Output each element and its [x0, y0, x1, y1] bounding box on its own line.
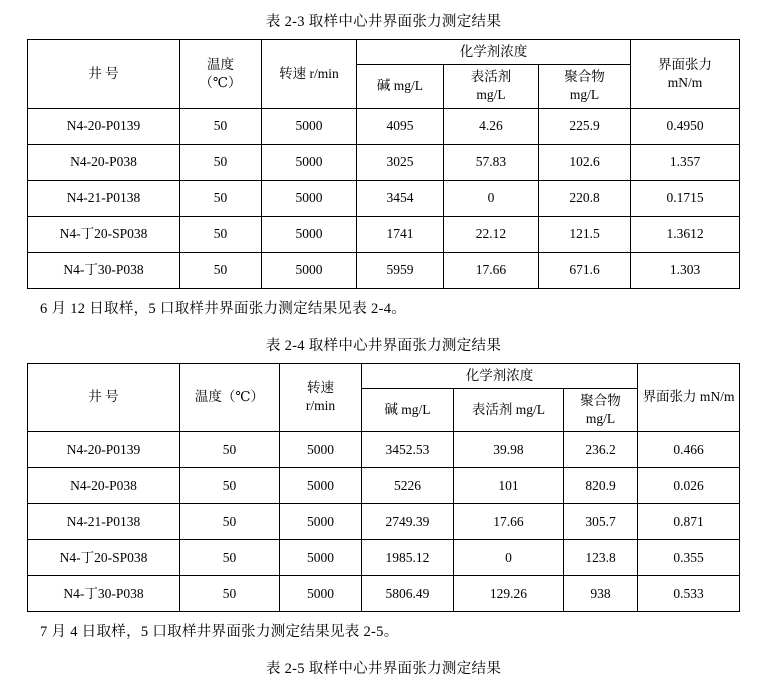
header-surfactant	[443, 65, 538, 108]
cell-well: N4-20-P0139	[27, 432, 179, 468]
cell-well: N4-21-P0138	[27, 180, 179, 216]
header-chemical-group: 化学剂浓度	[356, 40, 630, 65]
table-2-4	[27, 363, 740, 613]
cell-speed: 5000	[279, 504, 361, 540]
table1-body	[27, 108, 739, 288]
cell-speed: 5000	[261, 252, 356, 288]
cell-surfactant: 0	[443, 180, 538, 216]
cell-temperature: 50	[179, 180, 261, 216]
cell-polymer: 220.8	[538, 180, 630, 216]
cell-alkali: 5226	[361, 468, 453, 504]
paragraph-2: 7 月 4 日取样，5 口取样井界面张力测定结果见表 2-5。	[40, 624, 399, 641]
cell-well: N4-20-P0139	[27, 108, 179, 144]
cell-alkali: 4095	[356, 108, 443, 144]
cell-alkali: 3454	[356, 180, 443, 216]
header-ift-line2: mN/m	[667, 74, 703, 90]
cell-temperature: 50	[179, 540, 279, 576]
cell-surfactant: 39.98	[453, 432, 563, 468]
paragraph-1: 6 月 12 日取样，5 口取样井界面张力测定结果见表 2-4。	[40, 300, 407, 317]
table2-caption: 表 2-4 取样中心井界面张力测定结果	[265, 337, 502, 354]
cell-well: N4-20-P038	[27, 468, 179, 504]
header-polymer	[538, 65, 630, 108]
header-polymer-line2: mg/L	[585, 411, 616, 427]
cell-polymer: 121.5	[538, 216, 630, 252]
table-row	[27, 576, 739, 612]
header-temperature-line1: 温度	[206, 56, 234, 72]
header-polymer-line1: 聚合物	[580, 392, 621, 408]
cell-polymer: 236.2	[563, 432, 637, 468]
header-well: 井 号	[27, 363, 179, 432]
table1-header-row-1	[27, 40, 739, 65]
header-temperature-line2: （℃）	[199, 74, 242, 90]
cell-ift: 0.026	[638, 468, 740, 504]
cell-well: N4-丁20-SP038	[27, 216, 179, 252]
header-polymer-line1: 聚合物	[564, 69, 605, 85]
cell-speed: 5000	[261, 108, 356, 144]
cell-surfactant: 129.26	[453, 576, 563, 612]
header-ift: 界面张力 mN/m	[638, 363, 740, 432]
cell-well: N4-20-P038	[27, 144, 179, 180]
table-row	[27, 540, 739, 576]
cell-ift: 1.3612	[631, 216, 740, 252]
header-speed: 转速 r/min	[261, 40, 356, 109]
table-row	[27, 468, 739, 504]
cell-polymer: 123.8	[563, 540, 637, 576]
cell-polymer: 820.9	[563, 468, 637, 504]
table1-caption: 表 2-3 取样中心井界面张力测定结果	[265, 14, 502, 30]
table-row	[27, 108, 739, 144]
cell-well: N4-丁20-SP038	[27, 540, 179, 576]
table-row	[27, 504, 739, 540]
cell-speed: 5000	[279, 468, 361, 504]
cell-surfactant: 17.66	[453, 504, 563, 540]
cell-well: N4-丁30-P038	[27, 576, 179, 612]
header-well: 井 号	[27, 40, 179, 109]
cell-well: N4-丁30-P038	[27, 252, 179, 288]
cell-polymer: 671.6	[538, 252, 630, 288]
cell-polymer: 938	[563, 576, 637, 612]
header-speed	[279, 363, 361, 432]
header-chemical-group: 化学剂浓度	[361, 363, 637, 388]
cell-surfactant: 17.66	[443, 252, 538, 288]
header-temperature: 温度（℃）	[179, 363, 279, 432]
cell-surfactant: 101	[453, 468, 563, 504]
cell-surfactant: 4.26	[443, 108, 538, 144]
header-ift-line1: 界面张力	[658, 56, 713, 72]
table3-caption: 表 2-5 取样中心井界面张力测定结果	[265, 661, 502, 678]
table1-wrapper	[0, 39, 767, 289]
cell-ift: 1.303	[631, 252, 740, 288]
cell-ift: 1.357	[631, 144, 740, 180]
table-row	[27, 144, 739, 180]
cell-well: N4-21-P0138	[27, 504, 179, 540]
header-surfactant: 表活剂 mg/L	[453, 388, 563, 431]
table-row	[27, 432, 739, 468]
header-surfactant-line2: mg/L	[476, 87, 506, 103]
table-row	[27, 252, 739, 288]
cell-alkali: 5806.49	[361, 576, 453, 612]
cell-alkali: 3025	[356, 144, 443, 180]
cell-temperature: 50	[179, 108, 261, 144]
cell-surfactant: 22.12	[443, 216, 538, 252]
cell-speed: 5000	[261, 180, 356, 216]
header-alkali: 碱 mg/L	[361, 388, 453, 431]
header-surfactant-line1: 表活剂	[470, 69, 512, 85]
cell-polymer: 225.9	[538, 108, 630, 144]
cell-speed: 5000	[261, 144, 356, 180]
table-row	[27, 216, 739, 252]
header-polymer-line2: mg/L	[569, 87, 600, 103]
table-row	[27, 180, 739, 216]
cell-temperature: 50	[179, 468, 279, 504]
cell-temperature: 50	[179, 144, 261, 180]
cell-alkali: 1985.12	[361, 540, 453, 576]
table2-body	[27, 432, 739, 612]
header-speed-line1: 转速	[306, 380, 334, 396]
header-speed-line2: r/min	[305, 398, 336, 414]
cell-alkali: 1741	[356, 216, 443, 252]
header-ift	[631, 40, 740, 109]
cell-surfactant: 57.83	[443, 144, 538, 180]
cell-ift: 0.1715	[631, 180, 740, 216]
cell-polymer: 305.7	[563, 504, 637, 540]
cell-ift: 0.4950	[631, 108, 740, 144]
table2-header-row-1	[27, 363, 739, 388]
cell-alkali: 3452.53	[361, 432, 453, 468]
cell-temperature: 50	[179, 252, 261, 288]
cell-speed: 5000	[279, 540, 361, 576]
cell-speed: 5000	[279, 432, 361, 468]
cell-ift: 0.355	[638, 540, 740, 576]
cell-ift: 0.466	[638, 432, 740, 468]
table-2-3	[27, 39, 740, 289]
cell-temperature: 50	[179, 216, 261, 252]
cell-surfactant: 0	[453, 540, 563, 576]
cell-polymer: 102.6	[538, 144, 630, 180]
header-polymer	[563, 388, 637, 431]
cell-temperature: 50	[179, 576, 279, 612]
cell-speed: 5000	[279, 576, 361, 612]
table2-wrapper	[0, 363, 767, 613]
cell-speed: 5000	[261, 216, 356, 252]
cell-ift: 0.533	[638, 576, 740, 612]
cell-temperature: 50	[179, 432, 279, 468]
header-alkali: 碱 mg/L	[356, 65, 443, 108]
cell-ift: 0.871	[638, 504, 740, 540]
header-temperature	[179, 40, 261, 109]
cell-alkali: 5959	[356, 252, 443, 288]
cell-temperature: 50	[179, 504, 279, 540]
cell-alkali: 2749.39	[361, 504, 453, 540]
